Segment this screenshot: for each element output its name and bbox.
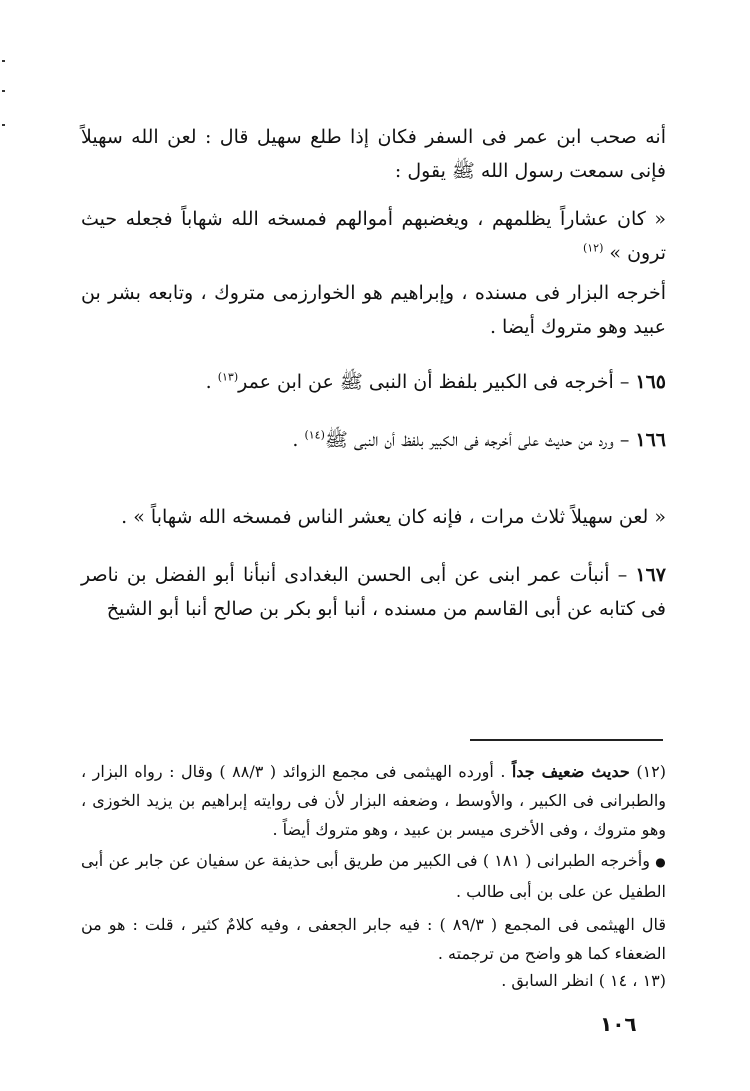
footnote-12-grade: حديث ضعيف جداً: [511, 762, 630, 781]
bullet-icon: ●: [655, 855, 666, 869]
quote-166-text: « لعن سهيلاً ثلاث مرات ، فإنه كان يعشر الناس فمسخه الله شهاباً » .: [121, 506, 666, 528]
item-number-166: ١٦٦: [635, 429, 666, 451]
para2-text: « كان عشاراً يظلمهم ، ويغضبهم أموالهم فمسخه الله شهاباً فجعله حيث ترون »: [81, 208, 666, 264]
footnote-ref-13: (١٣): [217, 370, 239, 384]
item-166: [81, 423, 666, 457]
para2: [81, 202, 666, 270]
item-165: [81, 365, 666, 399]
item-166-text: – ورد من حديث على أخرجه فى الكبير بلفظ أن النبى ﷺ: [324, 429, 630, 451]
item-166-end: .: [292, 429, 299, 451]
margin-marks: [0, 60, 8, 130]
para1-text: أنه صحب ابن عمر فى السفر فكان إذا طلع سهيل قال : لعن الله سهيلاً فإنى سمعت رسول الله ﷺ يقول :: [81, 126, 666, 182]
item-167-text: – أنبأت عمر ابنى عن أبى الحسن البغدادى أنبأنا أبو الفضل بن ناصر فى كتابه عن أبى القاسم من مسنده ، أنبا أبو بكر بن صالح أنبا أبو الشيخ: [81, 564, 666, 620]
paragraph-takhrij: [81, 276, 666, 344]
item-number-165: ١٦٥: [635, 371, 666, 393]
footnote-haythami-text: قال الهيثمى فى المجمع ( ٨٩/٣ ) : فيه جابر الجعفى ، وفيه كلامٌ كثير ، قلت : هو من الضعفاء كما هو واضح من ترجمته .: [81, 915, 667, 963]
item-167: [81, 558, 666, 626]
item-number-167: ١٦٧: [635, 564, 666, 586]
page-number: ١٠٦: [600, 1012, 637, 1036]
footnote-12-text: . أورده الهيثمى فى مجمع الزوائد ( ٨٨/٣ ) وقال : رواه البزار ، والطبرانى فى الكبير ، والأوسط ، وضعفه البزار لأن فى روايته إبراهيم بن يزيد الخوزى ، وهو متروك ، وفى الأخرى ميسر بن عبيد ، وهو متروك أيضاً .: [81, 762, 666, 839]
footnote-tabarani: [81, 846, 666, 906]
paragraph-hadith-intro: [81, 120, 666, 188]
footnote-ref-12: (١٢): [582, 241, 604, 255]
footnote-haythami: [81, 910, 666, 968]
footnote-tabarani-text: وأخرجه الطبرانى ( ١٨١ ) فى الكبير من طريق أبى حذيفة عن سفيان عن جابر عن أبى الطفيل عن على بن أبى طالب .: [81, 851, 666, 901]
para3-text: أخرجه البزار فى مسنده ، وإبراهيم هو الخوارزمى متروك ، وتابعه بشر بن عبيد وهو متروك أيضا .: [81, 282, 666, 338]
footnote-divider: [470, 739, 663, 741]
footnote-13-14-text: (١٣ ، ١٤ ) انظر السابق .: [501, 971, 666, 990]
footnote-ref-14: (١٤): [304, 428, 325, 442]
footnote-13-14: [81, 966, 666, 995]
footnote-12: [81, 757, 666, 844]
quote-166: [81, 500, 666, 534]
paragraph-hadith-quote: [81, 202, 666, 270]
item-165-end: .: [205, 371, 212, 393]
item-165-text: – أخرجه فى الكبير بلفظ أن النبى ﷺ عن ابن عمر: [238, 371, 630, 393]
footnote-12-label: (١٢): [636, 762, 666, 781]
